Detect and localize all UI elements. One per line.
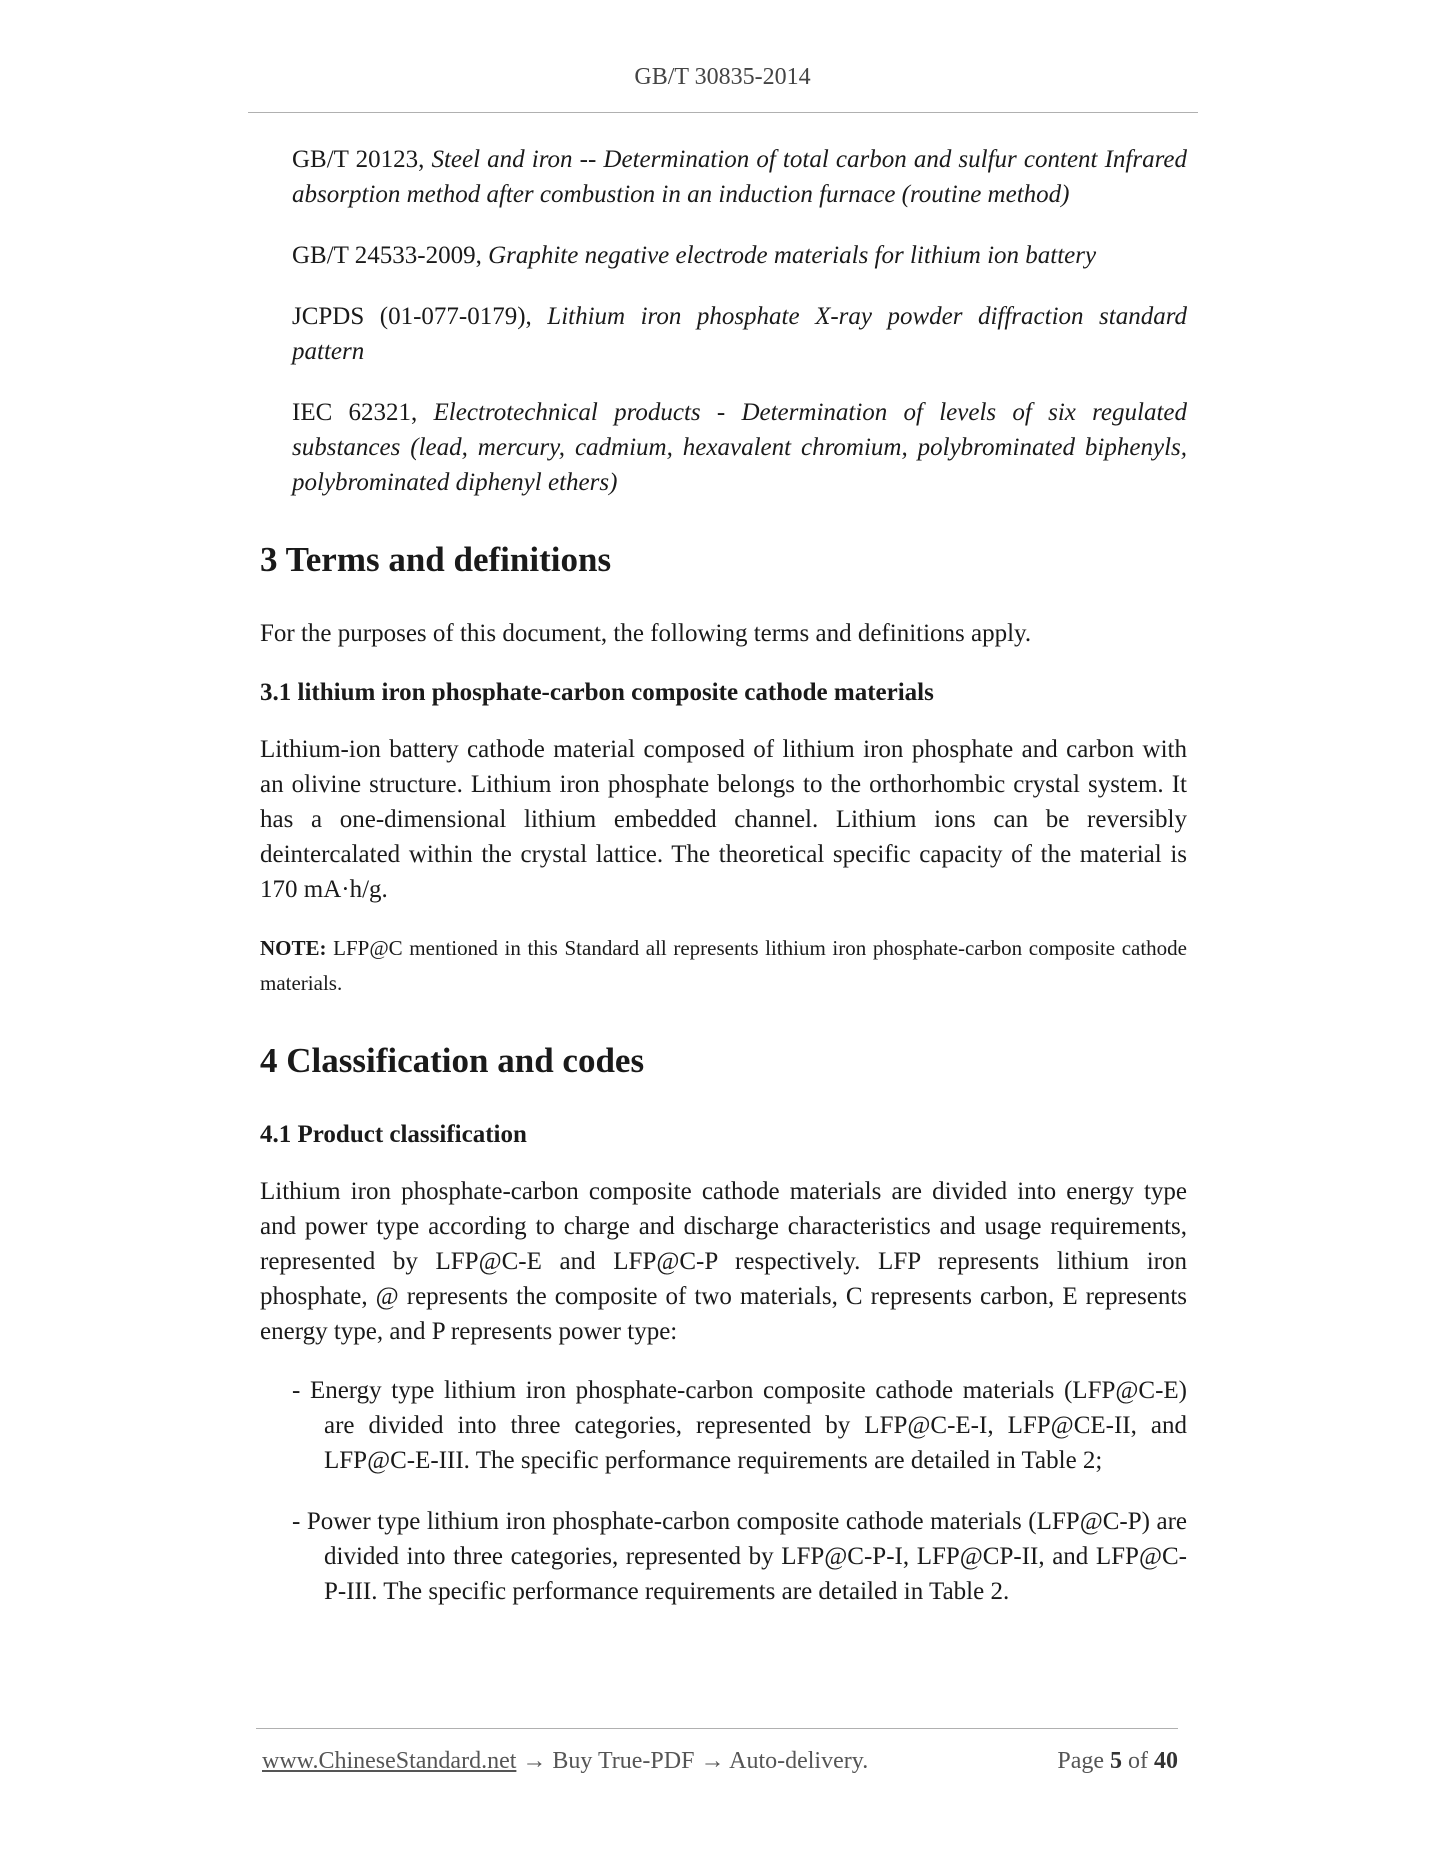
footer-divider [256, 1728, 1178, 1729]
reference-code: JCPDS (01-077-0179), [292, 303, 548, 330]
reference-item [292, 238, 1187, 273]
reference-code: GB/T 24533-2009, [292, 242, 489, 269]
section-4-heading: 4 Classification and codes [260, 1041, 645, 1080]
note-text: LFP@C mentioned in this Standard all represents lithium iron phosphate-carbon composite cathode materials. [260, 936, 1187, 995]
classification-bullet-energy: - Energy type lithium iron phosphate-carbon composite cathode materials (LFP@C-E) are divided into three categories, represented by LFP@C-E-I, LFP@CE-II, and LFP@C-E-III. The specific performance requirements are detailed in Table 2; [292, 1377, 1187, 1474]
header-divider [248, 112, 1198, 113]
page-number: 5 [1110, 1748, 1122, 1774]
reference-item [292, 299, 1187, 369]
section-3-1-heading: 3.1 lithium iron phosphate-carbon composite cathode materials [260, 679, 934, 706]
reference-item [292, 395, 1187, 500]
section-3-1-definition: Lithium-ion battery cathode material composed of lithium iron phosphate and carbon with an olivine structure. Lithium iron phosphate belongs to the orthorhombic crystal system. It has a one-dimensional lithium embedded channel. Lithium ions can be reversibly deintercalated within the crystal lattice. The theoretical specific capacity of the material is 170 mA·h/g. [260, 736, 1187, 903]
reference-code: GB/T 20123, [292, 146, 432, 173]
page-label: Page [1057, 1748, 1110, 1774]
note-label: NOTE: [260, 936, 327, 960]
total-pages: 40 [1154, 1748, 1178, 1774]
footer-tagline: → Buy True-PDF → Auto-delivery. [516, 1748, 869, 1774]
page-indicator [1057, 1748, 1178, 1775]
reference-title: Electrotechnical products - Determination of levels of six regulated substances (lead, mercury, cadmium, hexavalent chromium, polybrominated biphenyls, polybrominated diphenyl ethers) [292, 399, 1187, 496]
section-4-1-heading: 4.1 Product classification [260, 1121, 527, 1148]
reference-title: Lithium iron phosphate X-ray powder diffraction standard pattern [292, 303, 1187, 365]
classification-bullet-power: - Power type lithium iron phosphate-carbon composite cathode materials (LFP@C-P) are divided into three categories, represented by LFP@C-P-I, LFP@CP-II, and LFP@C-P-III. The specific performance requirements are detailed in Table 2. [292, 1508, 1187, 1605]
section-3-intro: For the purposes of this document, the following terms and definitions apply. [260, 620, 1032, 647]
page-content [260, 142, 1187, 1635]
reference-title: Graphite negative electrode materials for lithium ion battery [488, 242, 1097, 269]
reference-item [292, 142, 1187, 212]
section-3-heading: 3 Terms and definitions [260, 540, 612, 579]
reference-title: Steel and iron -- Determination of total carbon and sulfur content Infrared absorption method after combustion in an induction furnace (routine method) [292, 146, 1188, 208]
footer-website-link[interactable]: www.ChineseStandard.net [262, 1748, 517, 1774]
page-footer [262, 1748, 1178, 1775]
page-header-title: GB/T 30835-2014 [634, 64, 811, 90]
note-paragraph [260, 931, 1187, 1001]
of-label: of [1122, 1748, 1154, 1774]
reference-code: IEC 62321, [292, 399, 434, 426]
section-4-1-paragraph: Lithium iron phosphate-carbon composite cathode materials are divided into energy type and power type according to charge and discharge characteristics and usage requirements, represented by LFP@C-E and LFP@C-P respectively. LFP represents lithium iron phosphate, @ represents the composite of two materials, C represents carbon, E represents energy type, and P represents power type: [260, 1178, 1187, 1345]
